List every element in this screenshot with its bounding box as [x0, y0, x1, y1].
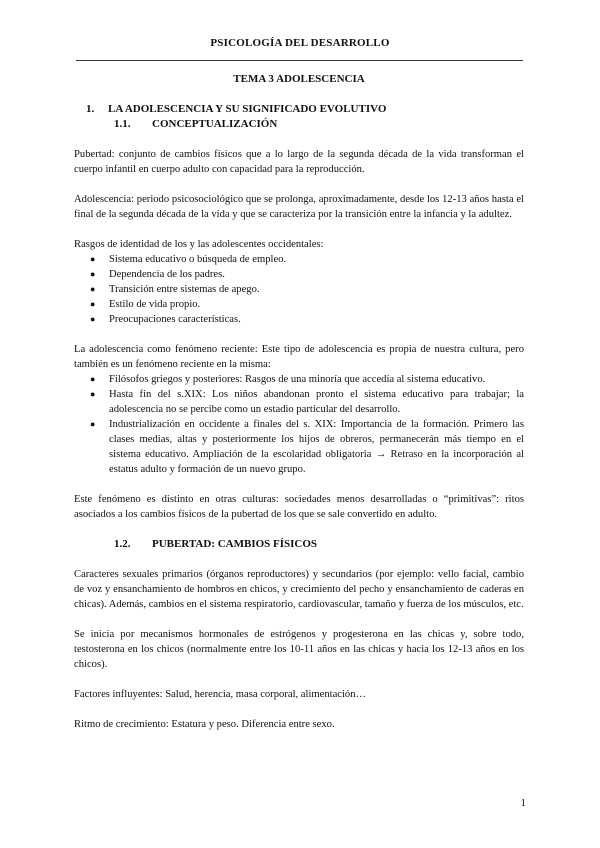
list-item: ● Estilo de vida propio.	[90, 299, 201, 310]
paragraph-adolescencia: Adolescencia: periodo psicosociológico que se prolonga, aproximadamente, desde los 12-13 años hasta el final de la segunda década de la vida y que se caracteriza por la transición entre la infancia y la adultez.	[74, 194, 524, 220]
section-1-1-number: 1.1.	[114, 118, 131, 130]
section-1-2-title: PUBERTAD: CAMBIOS FÍSICOS	[152, 538, 318, 550]
page-number: 1	[520, 797, 526, 809]
section-1-1-title: CONCEPTUALIZACIÓN	[152, 118, 278, 130]
rasgos-list	[74, 252, 524, 327]
paragraph-otras-culturas: Este fenómeno es distinto en otras culturas: sociedades menos desarrolladas o “primitivas”: ritos asociados a los cambios físicos de la pubertad de los que se sale convertido en adulto.	[74, 494, 524, 520]
list-item: ● Sistema educativo o búsqueda de empleo.	[90, 254, 287, 265]
topic-title: TEMA 3 ADOLESCENCIA	[233, 73, 365, 85]
bullet-icon: ●	[90, 314, 96, 324]
bullet-icon: ●	[90, 299, 96, 309]
document-body	[74, 70, 524, 732]
section-1-2-number: 1.2.	[114, 538, 131, 550]
list-item: ● Preocupaciones características.	[90, 314, 241, 325]
list-item: ● Dependencia de los padres.	[90, 269, 225, 280]
bullet-icon: ●	[90, 269, 96, 279]
section-1-number: 1.	[86, 103, 95, 115]
fenomeno-intro: La adolescencia como fenómeno reciente: Este tipo de adolescencia es propia de nuestra cultura, pero también es un fenómeno reciente en la misma:	[74, 344, 524, 370]
fenomeno-list	[74, 372, 524, 477]
page-header-title: PSICOLOGÍA DEL DESARROLLO	[210, 37, 390, 49]
paragraph-factores: Factores influyentes: Salud, herencia, masa corporal, alimentación…	[74, 689, 367, 700]
section-1-title: LA ADOLESCENCIA Y SU SIGNIFICADO EVOLUTIVO	[108, 103, 387, 115]
bullet-icon: ●	[90, 419, 96, 429]
section-1-heading	[74, 102, 524, 117]
list-item: ● Transición entre sistemas de apego.	[90, 284, 260, 295]
list-item: ● Hasta fin del s.XIX: Los niños abandonan pronto el sistema educativo para trabajar; la adolescencia no se percibe como un estadio particular del desarrollo.	[90, 389, 524, 415]
list-item: ● Filósofos griegos y posteriores: Rasgos de una minoría que accedía al sistema educativo.	[90, 374, 486, 385]
paragraph-caracteres: Caracteres sexuales primarios (órganos reproductores) y secundarios (por ejemplo: vello facial, cambio de voz y ensanchamiento de hombros en chicos, y crecimiento del pecho y ensanchamiento de caderas en chicas). Además, cambios en el sistema respiratorio, cardiovascular, tamaño y fuerza de los músculos, etc.	[74, 569, 524, 610]
header-divider	[76, 60, 523, 61]
bullet-icon: ●	[90, 284, 96, 294]
paragraph-inicia: Se inicia por mecanismos hormonales de estrógenos y progesterona en las chicas y, sobre todo, testosterona en los chicos (normalmente entre los 10-11 años en las chicas y hacia los 12-13 años en los chicos).	[74, 629, 524, 670]
paragraph-pubertad: Pubertad: conjunto de cambios físicos que a lo largo de la segunda década de la vida transforman el cuerpo infantil en cuerpo adulto con capacidad para la reproducción.	[74, 149, 524, 175]
bullet-icon: ●	[90, 254, 96, 264]
list-item: ● Industrialización en occidente a finales del s. XIX: Importancia de la formación. Primero las clases medias, altas y posteriormente los hijos de obreros, permanecerán más tiempo en el sistema educativo. Ampliación de la escolaridad obligatoria → Retraso en la incorporación al estatus adulto y formación de un nuevo grupo.	[90, 419, 524, 475]
section-1-2-heading	[114, 537, 524, 552]
paragraph-ritmo: Ritmo de crecimiento: Estatura y peso. Diferencia entre sexo.	[74, 719, 335, 730]
bullet-icon: ●	[90, 389, 96, 399]
section-1-1-heading	[114, 117, 524, 132]
rasgos-intro: Rasgos de identidad de los y las adolescentes occidentales:	[74, 239, 324, 250]
bullet-icon: ●	[90, 374, 96, 384]
